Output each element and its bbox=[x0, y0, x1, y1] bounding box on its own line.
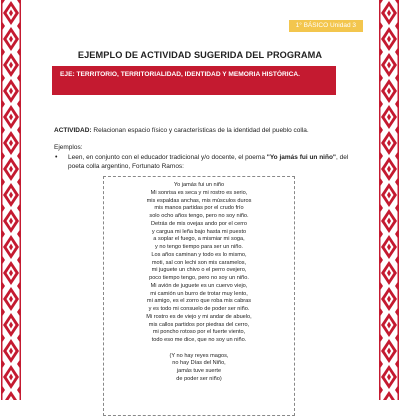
eje-banner: EJE: TERRITORIO, TERRITORIALIDAD, IDENTIDAD Y MEMORIA HISTÓRICA. bbox=[52, 66, 336, 95]
poem-line: poco tiempo tengo, pero no soy un niño. bbox=[149, 275, 249, 281]
examples-label: Ejemplos: bbox=[54, 144, 83, 151]
poem-line: y no tengo tiempo para ser un niño. bbox=[154, 244, 243, 250]
page-title: EJEMPLO DE ACTIVIDAD SUGERIDA DEL PROGRAMA bbox=[77, 50, 323, 60]
poem-line: Mi sonrisa es seca y mi rostro es serio, bbox=[150, 189, 248, 196]
poem-line: de poder ser niño) bbox=[176, 375, 222, 382]
poem-line: mi poncho rotoso por el fuerte viento, bbox=[152, 329, 246, 336]
poem-line: mi camión un burro de trotar muy lento, bbox=[150, 290, 248, 297]
poem-line: Yo jamás fui un niño bbox=[173, 182, 225, 188]
poem-line: jamás tuve suerte bbox=[176, 368, 222, 374]
poem-line: Mi rostro es de viejo y mi andar de abuelo, bbox=[146, 313, 252, 320]
activity-text: Relacionan espacio físico y características de la identidad del pueblo colla. bbox=[91, 127, 309, 134]
right-decorative-border bbox=[379, 0, 399, 400]
poem-text bbox=[103, 182, 295, 384]
poem-line: mis manos partidas por el crudo frío bbox=[154, 205, 244, 212]
poem-line: todo eso me dice, que no soy un niño. bbox=[151, 337, 247, 343]
poem-line: y es todo mi consuelo de poder ser niño. bbox=[148, 306, 250, 312]
poem-line bbox=[103, 345, 295, 353]
poem-line: mis callos partidos por piedras del cerro, bbox=[148, 321, 250, 328]
bullet-text-pre: Leen, en conjunto con el educador tradicional y/o docente, el poema bbox=[68, 154, 267, 161]
poem-line: Los años caminan y todo es lo mismo, bbox=[151, 251, 247, 258]
poem-line: a soplar el fuego, a mismiar mi soga, bbox=[153, 236, 245, 243]
activity-label: ACTIVIDAD: bbox=[54, 127, 92, 134]
bullet-text-post: , del poeta colla argentino, Fortunato Ramos: bbox=[68, 154, 349, 170]
poem-line: solo ocho años tengo, pero no soy niño. bbox=[149, 213, 249, 219]
poem-title-reference: "Yo jamás fui un niño" bbox=[266, 154, 336, 161]
activity-description bbox=[54, 126, 370, 135]
poem-line: y cargua mi leña bajo hasta mi puesto bbox=[151, 228, 247, 235]
bullet-dot-icon: • bbox=[55, 154, 58, 161]
poem-line: mi juguete un chivo o el perro ovejero, bbox=[151, 267, 247, 274]
poem-line: Detrás de mis ovejas ando por el cerro bbox=[150, 220, 248, 227]
left-decorative-border bbox=[1, 0, 21, 400]
poem-line: mis espaldas anchas, mis músculos duros bbox=[146, 197, 252, 204]
poem-line: no hay Días del Niño, bbox=[172, 360, 226, 367]
poem-line: moti, sal con lechi son mis caramelos, bbox=[151, 259, 247, 266]
poem-line: (Y no hay reyes magos, bbox=[169, 352, 229, 359]
example-bullet-item bbox=[55, 153, 360, 171]
poem-line: mi amigo, es el zorro que roba mis cabras bbox=[146, 298, 252, 305]
unit-tag: 1° BÁSICO Unidad 3 bbox=[289, 20, 363, 32]
poem-line: Mi avión de juguete es un cuervo viejo, bbox=[150, 282, 248, 289]
